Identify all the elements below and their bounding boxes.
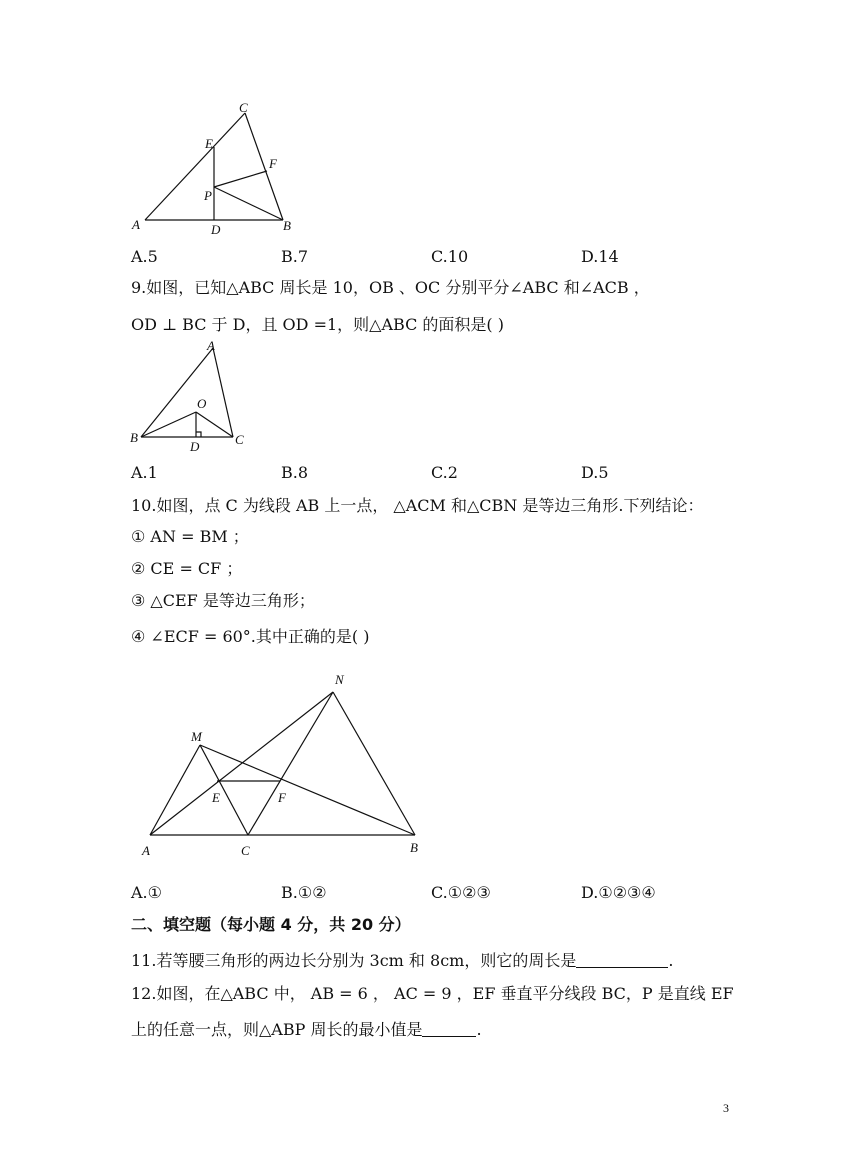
q10-item-2: ② CE = CF ； (131, 559, 243, 578)
q11-answer-blank[interactable] (576, 951, 668, 968)
fig9-label-b: B (130, 430, 138, 445)
q10-option-d: D.①②③④ (581, 883, 656, 902)
q11-text: 11.若等腰三角形的两边长分别为 3cm 和 8cm，则它的周长是 (131, 951, 577, 970)
fig8-label-e: E (205, 136, 213, 151)
q12-text: 上的任意一点，则△ABP 周长的最小值是 (131, 1020, 423, 1039)
q9-option-c: C.2 (431, 463, 458, 482)
fig10-label-c: C (241, 843, 250, 858)
q9-line-2: OD ⊥ BC 于 D，且 OD =1，则△ABC 的面积是( ) (131, 315, 504, 334)
q10-item-4: ④ ∠ECF = 60°.其中正确的是( ) (131, 627, 370, 646)
q10-item-1: ① AN = BM ； (131, 527, 249, 546)
fig10-label-n: N (335, 672, 344, 687)
q10-item-3: ③ △CEF 是等边三角形； (131, 591, 315, 610)
fig10-label-b: B (410, 840, 418, 855)
fig9-label-o: O (197, 396, 207, 411)
q10-option-b: B.①② (281, 883, 327, 902)
figure-q9 (125, 340, 255, 455)
q12-line-1: 12.如图，在△ABC 中， AB = 6 ， AC = 9 ，EF 垂直平分线段 BC，P 是直线 EF (131, 984, 734, 1003)
fig8-label-a: A (132, 217, 140, 232)
q8-option-c: C.10 (431, 247, 469, 266)
fig9-label-d: D (190, 439, 200, 454)
q9-option-b: B.8 (281, 463, 309, 482)
q9-line-1: 9.如图，已知△ABC 周长是 10，OB 、OC 分别平分∠ABC 和∠ACB ， (131, 278, 650, 297)
fig8-label-d: D (211, 222, 221, 237)
q11-line (131, 950, 673, 972)
section-title: 二、填空题（每小题 4 分，共 20 分） (131, 915, 411, 934)
fig10-label-f: F (278, 790, 286, 805)
q10-option-a: A.① (131, 883, 162, 902)
q8-option-d: D.14 (581, 247, 619, 266)
q9-option-d: D.5 (581, 463, 609, 482)
q12-line-2 (131, 1019, 482, 1041)
figure-q8 (125, 100, 315, 240)
fig9-label-c: C (235, 432, 244, 447)
q11-end: . (668, 951, 674, 970)
q8-option-b: B.7 (281, 247, 309, 266)
q12-answer-blank[interactable] (422, 1020, 476, 1037)
fig10-label-m: M (191, 729, 202, 744)
q8-option-a: A.5 (131, 247, 158, 266)
fig8-label-f: F (269, 156, 277, 171)
q10-option-c: C.①②③ (431, 883, 491, 902)
q12-end: . (476, 1020, 482, 1039)
q9-option-a: A.1 (131, 463, 158, 482)
fig8-label-p: P (204, 188, 212, 203)
fig10-label-a: A (142, 843, 150, 858)
fig8-label-c: C (239, 100, 248, 115)
fig8-label-b: B (283, 218, 291, 233)
fig9-label-a: A (207, 340, 215, 353)
fig10-label-e: E (212, 790, 220, 805)
page-number: 3 (723, 1101, 729, 1115)
figure-q10 (130, 665, 440, 865)
q10-line-1: 10.如图，点 C 为线段 AB 上一点， △ACM 和△CBN 是等边三角形.下列结论： (131, 496, 704, 515)
